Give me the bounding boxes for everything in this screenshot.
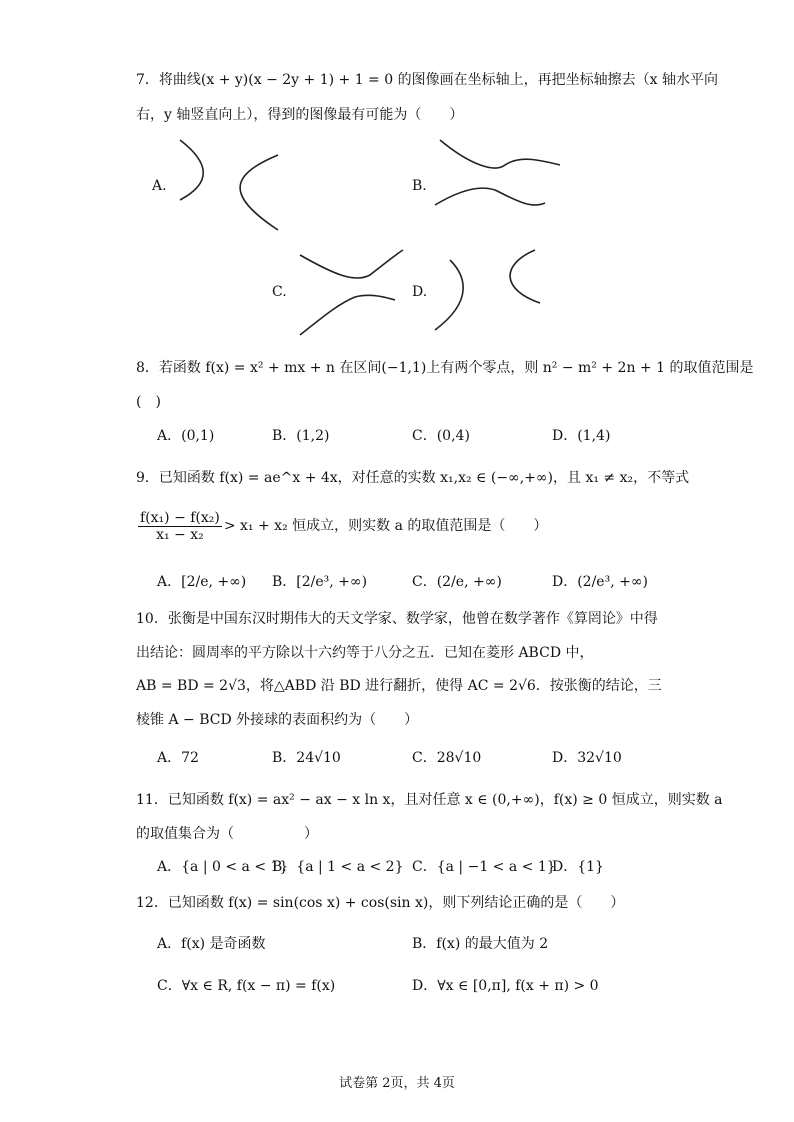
q7-b-lower-branch: [435, 188, 545, 205]
q11-option-c: C．{a | −1 < a < 1}: [412, 859, 556, 875]
q12-option-a: A．f(x) 是奇函数: [157, 936, 266, 952]
q8-option-d: D．(1,4): [552, 428, 611, 444]
q7-option-b-label: B.: [412, 178, 427, 194]
q7-option-b-graph: [430, 135, 570, 215]
q10-option-b: B．24√10: [272, 750, 341, 766]
q11-option-a: A．{a | 0 < a < 1}: [157, 859, 289, 875]
q8-line2: ( ): [136, 394, 161, 410]
q7-line2: 右，y 轴竖直向上），得到的图像最有可能为（ ）: [136, 107, 464, 123]
q9-line2: [136, 508, 547, 544]
q8-line1: 8．若函数 f(x) = x² + mx + n 在区间(−1,1)上有两个零点，则 n² − m² + 2n + 1 的取值范围是: [136, 360, 754, 376]
q12-option-b: B．f(x) 的最大值为 2: [412, 936, 549, 952]
q9-option-a: A．[2/e, +∞): [157, 574, 247, 590]
q11-option-b: B．{a | 1 < a < 2}: [272, 859, 404, 875]
q10-line2: 出结论：圆周率的平方除以十六约等于八分之五．已知在菱形 ABCD 中，: [136, 645, 594, 661]
q10-option-c: C．28√10: [412, 750, 482, 766]
q10-line3: AB = BD = 2√3，将△ABD 沿 BD 进行翻折，使得 AC = 2√6．按张衡的结论，三: [136, 678, 662, 694]
q12-option-d: D．∀x ∈ [0,π], f(x + π) > 0: [412, 978, 599, 994]
q11-line1: 11．已知函数 f(x) = ax² − ax − x ln x，且对任意 x ∈ (0,+∞)，f(x) ≥ 0 恒成立，则实数 a: [136, 792, 723, 808]
q9-option-c: C．(2/e, +∞): [412, 574, 502, 590]
q7-c-lower-branch: [300, 295, 395, 335]
q7-option-c-label: C.: [272, 284, 287, 300]
q8-option-b: B．(1,2): [272, 428, 330, 444]
q12-line1: 12．已知函数 f(x) = sin(cos x) + cos(sin x)，则下列结论正确的是（ ）: [136, 895, 625, 911]
q7-a-left-branch: [180, 140, 203, 200]
q7-b-upper-branch: [440, 140, 560, 168]
q10-line1: 10．张衡是中国东汉时期伟大的天文学家、数学家，他曾在数学著作《算罔论》中得: [136, 611, 658, 627]
q9-option-b: B．[2/e³, +∞): [272, 574, 368, 590]
page-footer: 试卷第 2页，共 4页: [339, 1076, 455, 1091]
q10-option-d: D．32√10: [552, 750, 622, 766]
q9-line1: 9．已知函数 f(x) = ae^x + 4x，对任意的实数 x₁,x₂ ∈ (−∞,+∞)，且 x₁ ≠ x₂，不等式: [136, 470, 690, 486]
q7-d-left-branch: [435, 260, 463, 330]
q12-option-c: C．∀x ∈ R, f(x − π) = f(x): [157, 978, 336, 994]
q9-fraction-denominator: x₁ − x₂: [156, 526, 204, 543]
q7-option-a-label: A.: [152, 178, 167, 194]
q9-line2-rest: > x₁ + x₂ 恒成立，则实数 a 的取值范围是（ ）: [223, 518, 548, 534]
q7-a-right-branch: [240, 155, 278, 230]
q8-option-c: C．(0,4): [412, 428, 470, 444]
q7-option-d-label: D.: [412, 284, 428, 300]
q9-fraction-numerator: f(x₁) − f(x₂): [140, 509, 220, 526]
q7-option-a-graph: [170, 135, 300, 235]
q11-line2: 的取值集合为（ ）: [136, 826, 318, 842]
q7-option-c-graph: [295, 245, 415, 345]
q10-line4: 棱锥 A − BCD 外接球的表面积约为（ ）: [136, 712, 419, 728]
q11-option-d: D．{1}: [552, 859, 604, 875]
q7-option-d-graph: [430, 245, 550, 345]
q7-c-upper-branch: [300, 250, 403, 278]
q9-fraction: [138, 510, 222, 543]
q10-option-a: A．72: [157, 750, 199, 766]
q7-line1: 7．将曲线(x + y)(x − 2y + 1) + 1 = 0 的图像画在坐标轴上，再把坐标轴擦去（x 轴水平向: [136, 72, 718, 88]
q7-d-right-branch: [510, 250, 540, 303]
q9-option-d: D．(2/e³, +∞): [552, 574, 648, 590]
q8-option-a: A．(0,1): [157, 428, 215, 444]
